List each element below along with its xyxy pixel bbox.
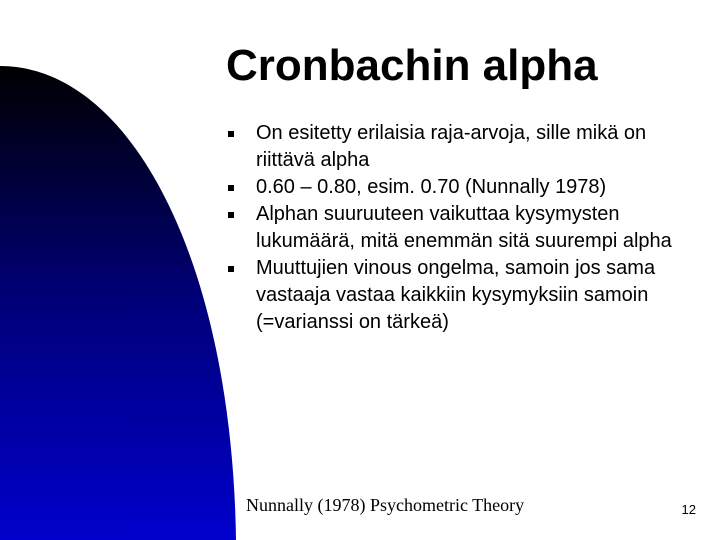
bullet-item (226, 255, 696, 336)
bullet-text: Alphan suuruuteen vaikuttaa kysymysten lukumäärä, mitä enemmän sitä suurempi alpha (256, 203, 672, 252)
bullet-text: 0.60 – 0.80, esim. 0.70 (Nunnally 1978) (256, 176, 607, 198)
bullet-list (226, 120, 696, 336)
square-bullet-icon (228, 131, 234, 137)
square-bullet-icon (228, 266, 234, 272)
bullet-item (226, 174, 696, 201)
slide-title: Cronbachin alpha (226, 41, 598, 90)
bullet-item (226, 201, 696, 255)
square-bullet-icon (228, 185, 234, 191)
bullet-text: On esitetty erilaisia raja-arvoja, sille mikä on riittävä alpha (256, 122, 647, 171)
bullet-item (226, 120, 696, 174)
bullet-text: Muuttujien vinous ongelma, samoin jos sama vastaaja vastaa kaikkiin kysymyksiin samoin (=varianssi on tärkeä) (256, 257, 656, 333)
page-number: 12 (681, 502, 696, 517)
footer-reference: Nunnally (1978) Psychometric Theory (246, 495, 525, 515)
square-bullet-icon (228, 212, 234, 218)
